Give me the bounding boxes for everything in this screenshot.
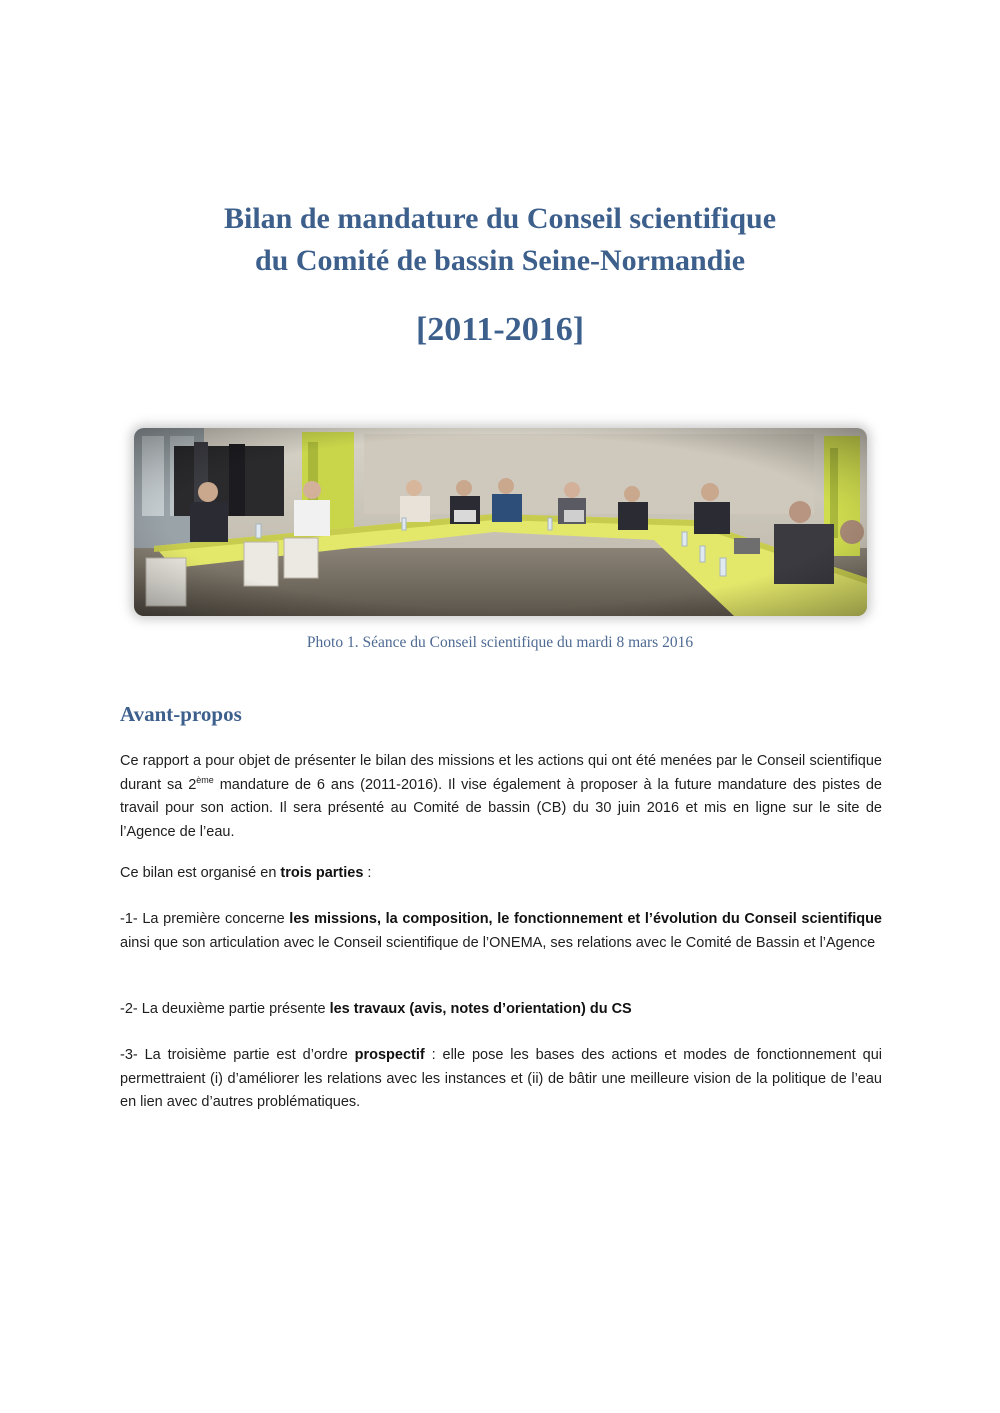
bold-text: trois parties xyxy=(280,865,364,881)
paragraph-part-1 xyxy=(120,908,882,955)
title-years: [2011-2016] xyxy=(415,311,585,348)
photo-caption: Photo 1. Séance du Conseil scientifique du mardi 8 mars 2016 xyxy=(306,634,694,651)
text-run: -2- La deuxième partie présente xyxy=(120,1001,330,1017)
text-run: -1- La première concerne xyxy=(120,911,290,927)
text-run: Ce rapport a pour objet de présenter le bilan des missions et les actions qui ont été menées par le Conseil scientifique durant sa 2 xyxy=(120,753,882,793)
paragraph-part-3 xyxy=(120,1044,882,1115)
text-run: mandature de 6 ans (2011-2016). Il vise également à proposer à la future mandature des pistes de travail pour son action. Il sera présenté au Comité de bassin (CB) du 30 juin 2016 et mis en ligne sur le site de l’Agence de l’eau. xyxy=(120,776,882,840)
paragraph-organisation xyxy=(120,862,882,886)
superscript: ème xyxy=(196,774,214,785)
text-run: ainsi que son articulation avec le Conseil scientifique de l’ONEMA, ses relations avec le Comité de Bassin et l’Agence xyxy=(120,934,876,951)
paragraph-intro xyxy=(120,750,882,844)
bold-text: les travaux (avis, notes d’orientation) du CS xyxy=(329,1001,632,1017)
text-run: Ce bilan est organisé en xyxy=(120,865,281,881)
paragraph-part-2 xyxy=(120,998,882,1022)
section-heading-avant-propos: Avant-propos xyxy=(120,702,242,726)
meeting-photo xyxy=(134,428,867,616)
bold-text: prospectif xyxy=(354,1047,425,1063)
title-line-1: Bilan de mandature du Conseil scientifique xyxy=(223,202,777,235)
title-line-2: du Comité de bassin Seine-Normandie xyxy=(254,244,746,277)
document-title xyxy=(0,198,1000,282)
text-run: -3- La troisième partie est d’ordre xyxy=(120,1047,355,1063)
text-run: : elle pose les bases des actions et modes de fonctionnement qui permettraient (i) d’améliorer les relations avec les instances et (ii) de bâtir une meilleure vision de la politique de l’eau en lien avec d’autres problématiques. xyxy=(120,1047,882,1110)
bold-text: les missions, la composition, le fonctionnement et l’évolution du Conseil scientifique xyxy=(289,911,882,927)
text-run: : xyxy=(363,865,372,881)
